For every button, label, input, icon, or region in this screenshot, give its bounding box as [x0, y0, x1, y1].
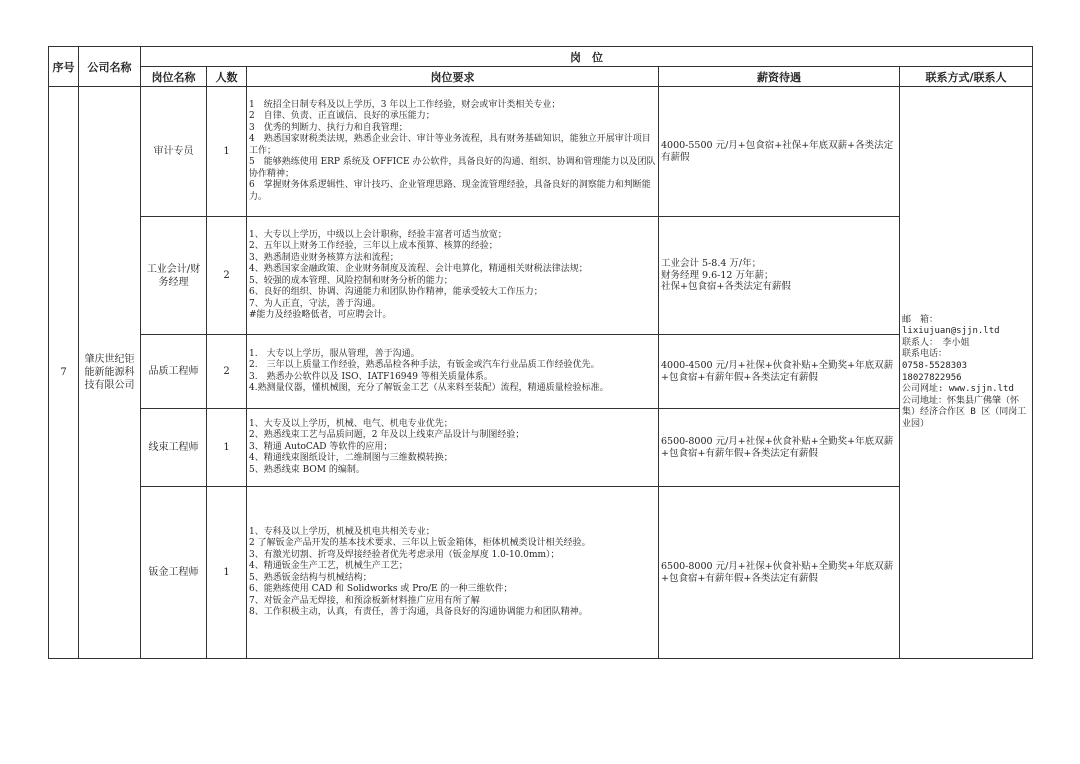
- position-salary: 4000-5500 元/月+包食宿+社保+年底双薪+各类法定有薪假: [659, 87, 900, 217]
- position-count: 1: [207, 487, 247, 659]
- header-row-2: [49, 67, 1033, 87]
- position-salary: 工业会计 5-8.4 万/年； 财务经理 9.6-12 万年薪； 社保+包食宿+各类法定有薪假: [659, 217, 900, 335]
- position-requirements: 1、专科及以上学历，机械及机电共相关专业； 2 了解钣金产品开发的基本技术要求、三年以上钣金箱体，柜体机械类设计相关经验。 3、有激光切割、折弯及焊接经验者优先考虑录用（钣金厚度 1.0-10.0mm）； 4、精通钣金生产工艺，机械生产工艺； 5、熟悉钣金结构与机械结构； 6、能熟练使用 CAD 和 Solidworks 或 Pro/E 的一种三维软件； 7、对钣金产品无焊接，和预涂板新材料推广应用有所了解 8、工作积极主动，认真，有责任，善于沟通，具备良好的沟通协调能力和团队精神。: [247, 487, 659, 659]
- position-requirements: 1、大专以上学历，中级以上会计职称，经验丰富者可适当放宽； 2、五年以上财务工作经验，三年以上成本预算、核算的经验； 3、熟悉制造业财务核算方法和流程； 4、熟悉国家金融政策、企业财务制度及流程、会计电算化，精通相关财税法律法规； 5、较强的成本管理、风险控制和财务分析的能力； 6、良好的组织、协调、沟通能力和团队协作精神，能承受较大工作压力； 7、为人正直，守法，善于沟通。 #能力及经验略低者，可应聘会计。: [247, 217, 659, 335]
- position-name: 审计专员: [141, 87, 207, 217]
- recruitment-table: [48, 46, 1033, 659]
- company-name-cell: 肇庆世纪钜能新能源科技有限公司: [79, 87, 141, 659]
- position-requirements: 1 统招全日制专科及以上学历，3 年以上工作经验，财会或审计类相关专业； 2 自律、负责、正直诚信、良好的承压能力； 3 优秀的判断力、执行力和自我管理； 4 熟悉国家财税类法规，熟悉企业会计、审计等业务流程，具有财务基础知识，能独立开展审计项目工作； 5 能够熟练使用 ERP 系统及 OFFICE 办公软件，具备良好的沟通、组织、协调和管理能力以及团队协作精神； 6 掌握财务体系逻辑性、审计技巧、企业管理思路、现金流管理经验，具备良好的洞察能力和判断能力。: [247, 87, 659, 217]
- table-row: [49, 409, 1033, 487]
- position-salary: 4000-4500 元/月+社保+伙食补贴+全勤奖+年底双薪+包食宿+有薪年假+各类法定有薪假: [659, 335, 900, 409]
- contact-header: 联系方式/联系人: [900, 67, 1033, 87]
- salary-header: 薪资待遇: [659, 67, 900, 87]
- position-name: 工业会计/财务经理: [141, 217, 207, 335]
- header-row-1: [49, 47, 1033, 67]
- table-row: [49, 87, 1033, 217]
- position-count: 2: [207, 217, 247, 335]
- position-name: 线束工程师: [141, 409, 207, 487]
- serial-header: 序号: [49, 47, 79, 87]
- position-name-header: 岗位名称: [141, 67, 207, 87]
- position-salary: 6500-8000 元/月+社保+伙食补贴+全勤奖+年底双薪+包食宿+有薪年假+各类法定有薪假: [659, 409, 900, 487]
- position-group-header: 岗 位: [141, 47, 1033, 67]
- position-count: 1: [207, 87, 247, 217]
- company-header: 公司名称: [79, 47, 141, 87]
- position-name: 钣金工程师: [141, 487, 207, 659]
- position-count: 1: [207, 409, 247, 487]
- position-requirements: 1. 大专以上学历，服从管理，善于沟通。 2. 三年以上质量工作经验，熟悉品检各种手法，有钣金或汽车行业品质工作经验优先。 3. 熟悉办公软件以及 ISO、IATF16949 等相关质量体系。 4.熟测量仪器，懂机械图，充分了解钣金工艺（从来料至装配）流程，精通质量检验标准。: [247, 335, 659, 409]
- contact-cell: 邮 箱： lixiujuan@sjjn.ltd 联系人： 李小姐 联系电话： 0758-5528303 18027822956 公司网址: www.sjjn.ltd 公司地址：怀集县广佛肇（怀集）经济合作区 B 区（同岗工业园）: [900, 87, 1033, 659]
- requirements-header: 岗位要求: [247, 67, 659, 87]
- position-name: 品质工程师: [141, 335, 207, 409]
- position-count: 2: [207, 335, 247, 409]
- position-salary: 6500-8000 元/月+社保+伙食补贴+全勤奖+年底双薪+包食宿+有薪年假+各类法定有薪假: [659, 487, 900, 659]
- serial-cell: 7: [49, 87, 79, 659]
- position-requirements: 1、大专及以上学历，机械、电气、机电专业优先； 2、熟悉线束工艺与品质问题，2 年及以上线束产品设计与制图经验； 3、精通 AutoCAD 等软件的应用； 4、精通线束图纸设计，二维制图与三维数模转换； 5、熟悉线束 BOM 的编制。: [247, 409, 659, 487]
- table-row: [49, 217, 1033, 335]
- table-row: [49, 487, 1033, 659]
- table-row: [49, 335, 1033, 409]
- count-header: 人数: [207, 67, 247, 87]
